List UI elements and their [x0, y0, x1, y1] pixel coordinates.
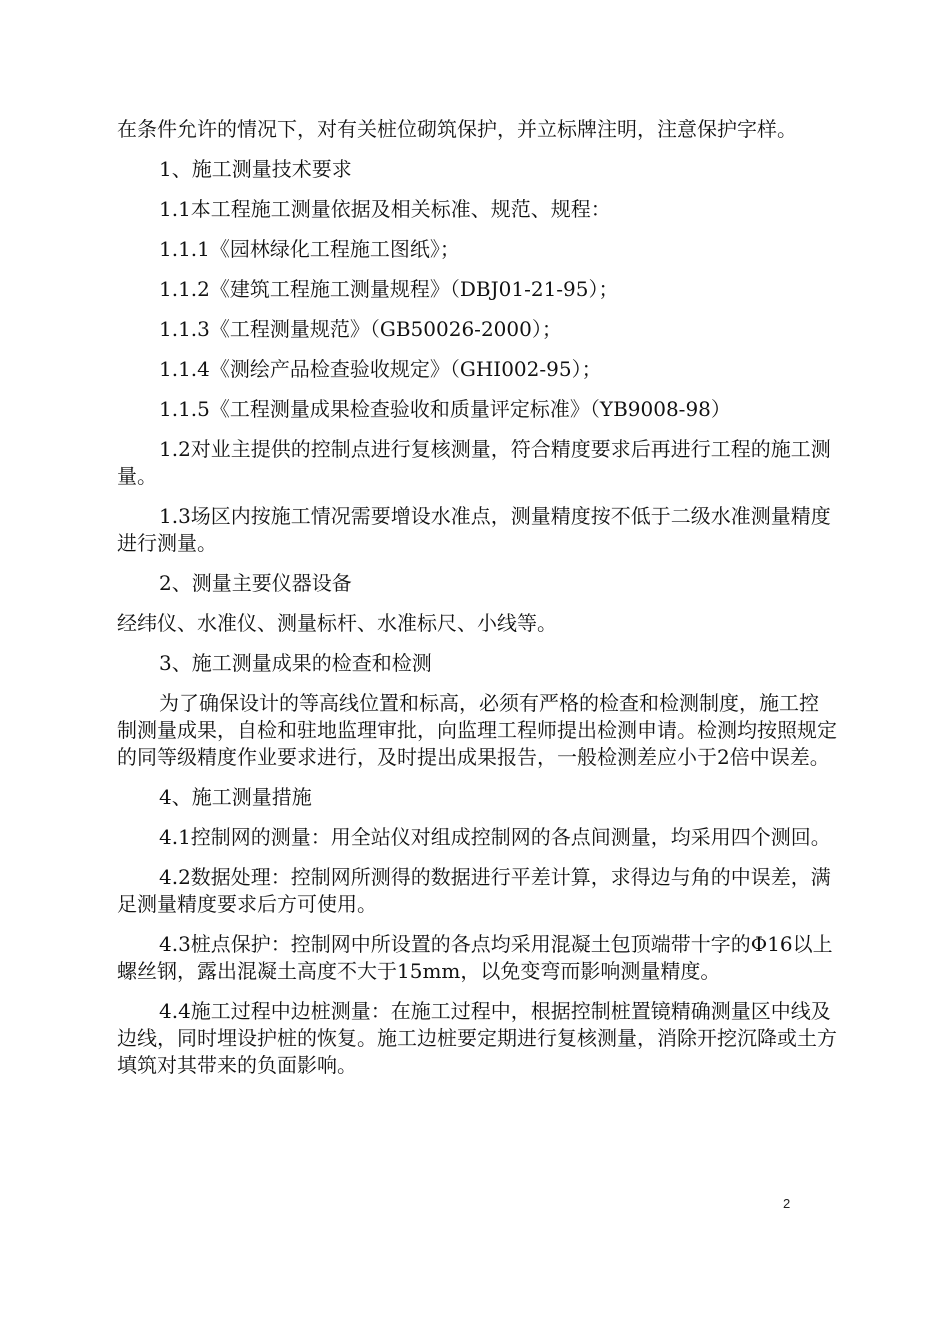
paragraph-4-2: 4.2数据处理：控制网所测得的数据进行平差计算，求得边与角的中误差，满足测量精度要求后方可使用。: [117, 865, 831, 916]
paragraph-4-1: 4.1控制网的测量：用全站仪对组成控制网的各点间测量，均采用四个测回。: [159, 825, 831, 849]
heading-section-1: 1、施工测量技术要求: [159, 157, 352, 181]
list-item-1-1-5: 1.1.5《工程测量成果检查验收和质量评定标准》（YB9008-98）: [159, 397, 731, 421]
list-item-1-1-2: 1.1.2《建筑工程施工测量规程》（DBJ01-21-95）；: [159, 277, 619, 301]
paragraph-intro: 在条件允许的情况下，对有关桩位砌筑保护，并立标牌注明，注意保护字样。: [117, 117, 797, 141]
page-number: 2: [783, 1196, 791, 1211]
paragraph-inspection: 为了确保设计的等高线位置和标高，必须有严格的检查和检测制度，施工控制测量成果，自检和驻地监理审批，向监理工程师提出检测申请。检测均按照规定的同等级精度作业要求进行，及时提出成果报告，一般检测差应小于2倍中误差。: [117, 691, 837, 769]
document-body: [117, 116, 837, 1079]
list-item-1-1-1: 1.1.1《园林绿化工程施工图纸》；: [159, 237, 460, 261]
heading-section-4: 4、施工测量措施: [159, 785, 312, 809]
paragraph-instruments: 经纬仪、水准仪、测量标杆、水准标尺、小线等。: [117, 611, 557, 635]
paragraph-1-1: 1.1本工程施工测量依据及相关标准、规范、规程：: [159, 197, 611, 221]
heading-section-3: 3、施工测量成果的检查和检测: [159, 651, 432, 675]
heading-section-2: 2、测量主要仪器设备: [159, 571, 352, 595]
paragraph-1-3: 1.3场区内按施工情况需要增设水准点，测量精度按不低于二级水准测量精度进行测量。: [117, 504, 831, 555]
list-item-1-1-4: 1.1.4《测绘产品检查验收规定》（GHI002-95）；: [159, 357, 602, 381]
paragraph-4-3: 4.3桩点保护：控制网中所设置的各点均采用混凝土包顶端带十字的Φ16以上螺丝钢，露出混凝土高度不大于15mm，以免变弯而影响测量精度。: [117, 932, 833, 983]
list-item-1-1-3: 1.1.3《工程测量规范》（GB50026-2000）；: [159, 317, 562, 341]
paragraph-4-4: 4.4施工过程中边桩测量：在施工过程中，根据控制桩置镜精确测量区中线及边线，同时埋设护桩的恢复。施工边桩要定期进行复核测量，消除开挖沉降或土方填筑对其带来的负面影响。: [117, 999, 837, 1077]
paragraph-1-2: 1.2对业主提供的控制点进行复核测量，符合精度要求后再进行工程的施工测量。: [117, 437, 831, 488]
